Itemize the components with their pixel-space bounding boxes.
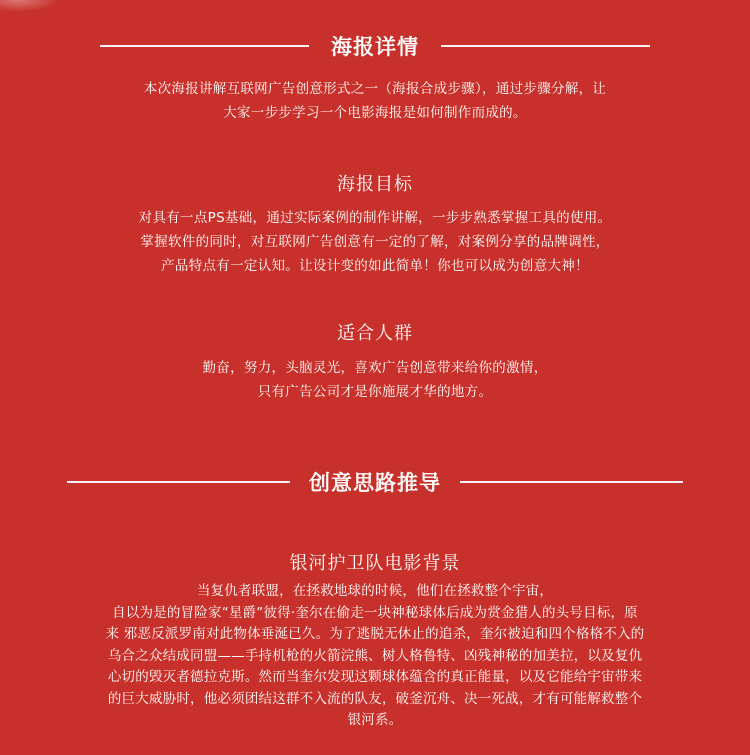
text-line: 银河系。 [347, 712, 403, 728]
poster-detail-heading: 海报详情 [331, 35, 419, 59]
text-line: 心切的毁灭者德拉克斯。然而当奎尔发现这颗球体蕴含的真正能量，以及它能给宇宙带来 [107, 669, 643, 685]
poster-detail-text [40, 77, 710, 125]
text-line: 本次海报讲解互联网广告创意形式之一（海报合成步骤），通过步骤分解，让 [143, 81, 607, 97]
text-line: 乌合之众结成同盟——手持机枪的火箭浣熊、树人格鲁特、凶残神秘的加美拉，以及复仇 [107, 647, 643, 664]
text-line: 只有广告公司才是你施展才华的地方。 [257, 384, 493, 400]
text-line: 产品特点有一定认知。让设计变的如此简单！你也可以成为创意大神！ [161, 258, 589, 274]
creative-idea-heading-row [0, 467, 750, 497]
background-story-text [70, 581, 680, 732]
creative-idea-heading: 创意思路推导 [309, 471, 441, 495]
text-line: 的巨大威胁时，他必须团结这群不入流的队友，破釜沉舟、决一死战，才有可能解救整个 [107, 690, 643, 707]
text-line: 自以为是的冒险家“星爵”彼得·奎尔在偷走一块神秘球体后成为赏金猎人的头号目标，原 [112, 604, 638, 621]
background-story-heading: 银河护卫队电影背景 [289, 553, 461, 574]
top-left-shade [0, 0, 60, 12]
text-line: 掌握软件的同时，对互联网广告创意有一定的了解，对案例分享的品牌调性， [140, 234, 610, 250]
audience-heading: 适合人群 [337, 323, 413, 344]
heading-divider-right [460, 481, 683, 483]
audience-text [40, 356, 710, 404]
text-line: 来 邪恶反派罗南对此物体垂涎已久。为了逃脱无休止的追杀，奎尔被迫和四个格格不入的 [105, 626, 645, 642]
poster-goal-heading: 海报目标 [337, 174, 413, 195]
heading-divider-left [100, 45, 309, 47]
text-line: 勤奋，努力，头脑灵光，喜欢广告创意带来给你的激情， [202, 360, 548, 376]
text-line: 大家一步步学习一个电影海报是如何制作而成的。 [223, 105, 527, 121]
heading-divider-right [441, 45, 650, 47]
poster-goal-text [40, 206, 710, 278]
poster-detail-heading-row [0, 31, 750, 61]
text-line: 对具有一点PS基础，通过实际案例的制作讲解，一步步熟悉掌握工具的使用。 [138, 210, 612, 226]
text-line: 当复仇者联盟，在拯救地球的时候，他们在拯救整个宇宙， [196, 583, 554, 599]
heading-divider-left [67, 481, 290, 483]
